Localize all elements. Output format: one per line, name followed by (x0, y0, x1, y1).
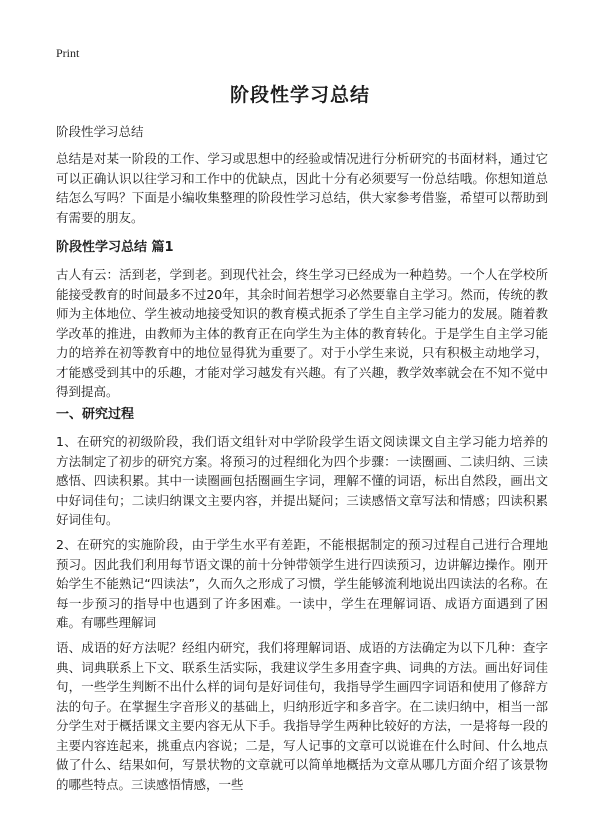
research-paragraph-2: 2、在研究的实施阶段，由于学生水平有差距，不能根据制定的预习过程自己进行合理地预习。因此我们利用每节语文课的前十分钟带领学生进行四读预习，边讲解边操作。刚开始学生不能熟记“四读法”，久而久之形成了习惯，学生能够流利地说出四读法的名称。在每一步预习的指导中也遇到了许多困难。一读中，学生在理解词语、成语方面遇到了困难。有哪些理解词 (56, 537, 548, 630)
research-heading: 一、研究过程 (56, 407, 135, 422)
intro-paragraph: 总结是对某一阶段的工作、学习或思想中的经验或情况进行分析研究的书面材料，通过它可以正确认识以往学习和工作中的优缺点，因此十分有必须要写一份总结哦。你想知道总结怎么写吗？下面是小编收集整理的阶段性学习总结，供大家参考借鉴，希望可以帮助到有需要的朋友。 (56, 151, 548, 225)
page-title: 阶段性学习总结 (229, 84, 370, 106)
research-paragraph-3: 语、成语的好方法呢？经组内研究，我们将理解词语、成语的方法确定为以下几种：查字典、词典联系上下文、联系生活实际，我建议学生多用查字典、词典的方法。画出好词佳句，一些学生判断不出什么样的词句是好词佳句，我指导学生画四字词语和使用了修辞方法的句子。在掌握生字音形义的基础上，归纳形近字和多音字。在二读归纳中，相当一部分学生对于概括课文主要内容无从下手。我指导学生两种比较好的方法，一是将每一段的主要内容连起来，挑重点内容说；二是，写人记事的文章可以说谁在什么时间、什么地点做了什么、结果如何，写景状物的文章就可以简单地概括为文章从哪几方面介绍了该景物的哪些特点。三读感悟情感，一些 (56, 640, 548, 792)
section-paragraph: 古人有云：活到老，学到老。到现代社会，终生学习已经成为一种趋势。一个人在学校所能接受教育的时间最多不过20年，其余时间若想学习必然要靠自主学习。然而，传统的教师为主体地位、学生被动地接受知识的教育模式扼杀了学生自主学习能力的发展。随着教学改革的推进，由教师为主体的教育正在向学生为主体的教育转化。于是学生自主学习能力的培养在初等教育中的地位显得犹为重要了。对于小学生来说，只有积极主动地学习，才能感受到其中的乐趣，才能对学习越发有兴趣。有了兴趣，教学效率就会在不知不觉中得到提高。 (56, 267, 548, 399)
research-paragraph-1: 1、在研究的初级阶段，我们语文组针对中学阶段学生语文阅读课文自主学习能力培养的方法制定了初步的研究方案。将预习的过程细化为四个步骤：一读圈画、二读归纳、三读感悟、四读积累。其中一读圈画包括圈画生字词，理解不懂的词语，标出自然段，画出文中好词佳句；二读归纳课文主要内容，并提出疑问；三读感悟文章写法和情感；四读积累好词佳句。 (56, 434, 548, 527)
print-link[interactable]: Print (56, 46, 80, 60)
document-subtitle: 阶段性学习总结 (56, 124, 144, 139)
section-heading: 阶段性学习总结 篇1 (56, 240, 174, 255)
